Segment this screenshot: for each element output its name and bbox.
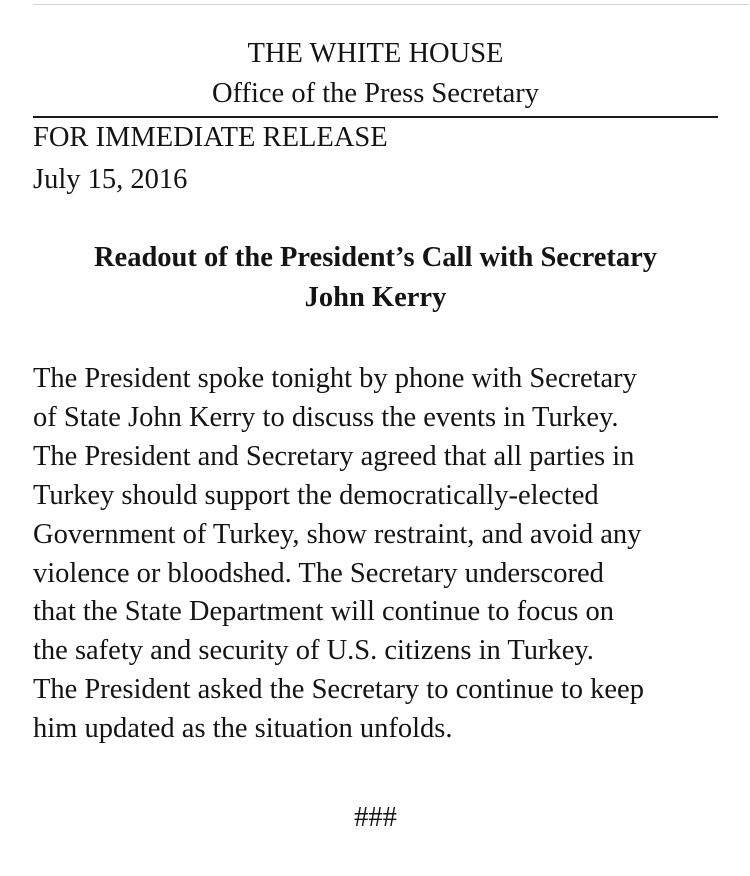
release-label: FOR IMMEDIATE RELEASE <box>33 122 388 153</box>
release-date: July 15, 2016 <box>33 164 188 195</box>
headline-line: John Kerry <box>304 282 447 313</box>
body-line: The President asked the Secretary to continue to keep <box>33 674 644 706</box>
end-mark: ### <box>354 802 397 833</box>
body-line: that the State Department will continue to focus on <box>33 596 614 628</box>
top-divider <box>33 4 749 5</box>
headline <box>33 238 718 318</box>
body-line: the safety and security of U.S. citizens in Turkey. <box>33 635 594 667</box>
body-line: violence or bloodshed. The Secretary underscored <box>33 557 604 589</box>
body-paragraph <box>33 360 644 749</box>
body-line: Turkey should support the democratically-elected <box>33 479 599 511</box>
headline-line: Readout of the President’s Call with Secretary <box>93 242 658 273</box>
body-line: The President spoke tonight by phone with Secretary <box>33 363 637 394</box>
body-line: The President and Secretary agreed that all parties in <box>33 440 635 472</box>
masthead-office: Office of the Press Secretary <box>211 78 540 109</box>
body-line: Government of Turkey, show restraint, and avoid any <box>33 518 642 550</box>
masthead-org: THE WHITE HOUSE <box>247 38 504 69</box>
body-line: him updated as the situation unfolds. <box>33 713 453 745</box>
masthead <box>33 34 718 114</box>
body-line: of State John Kerry to discuss the events in Turkey. <box>33 401 619 433</box>
release-block <box>33 117 388 201</box>
